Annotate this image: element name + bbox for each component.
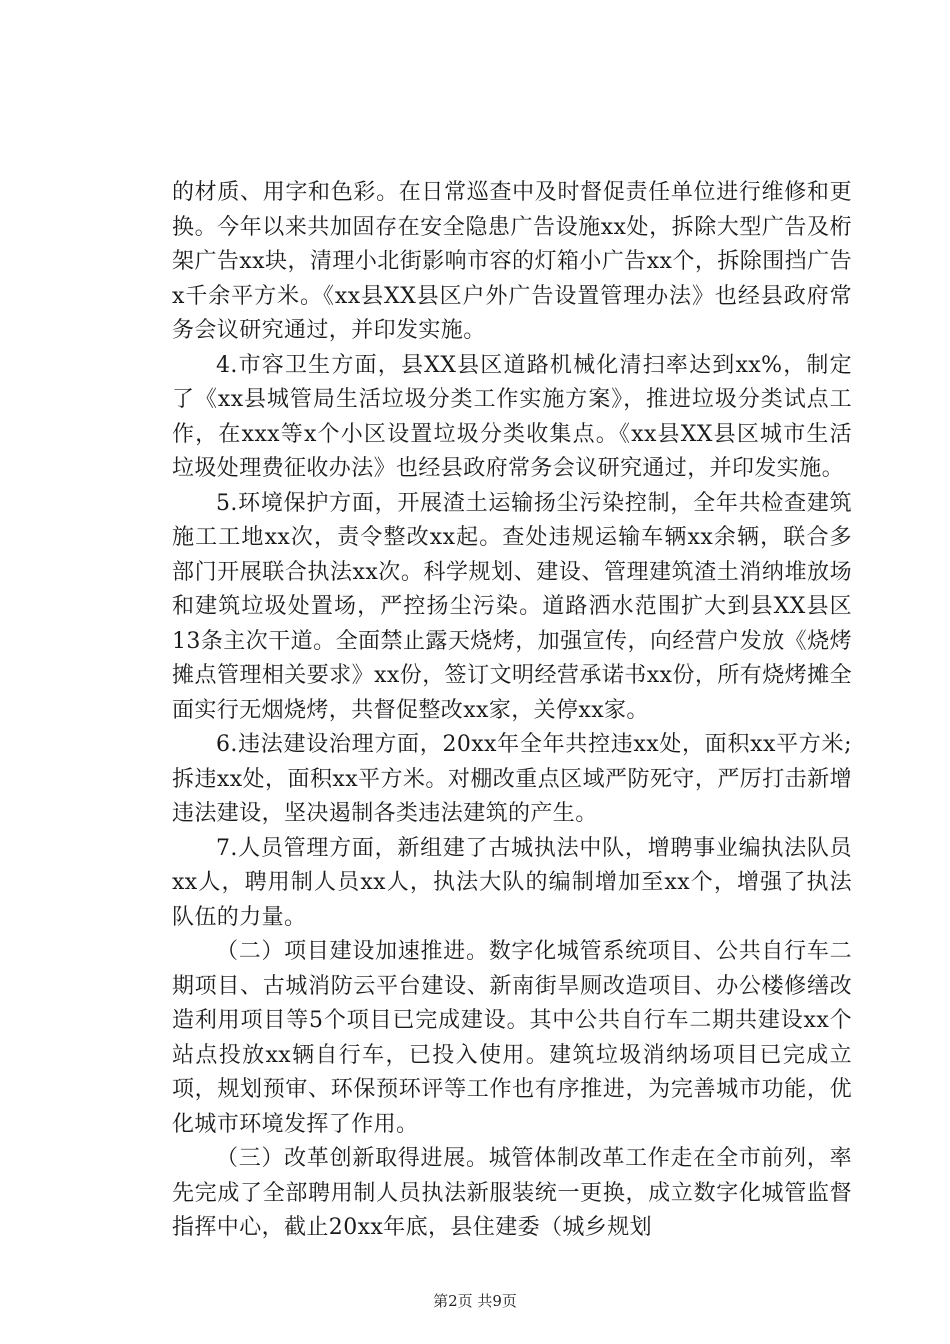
- paragraph-item-5: 5.环境保护方面，开展渣土运输扬尘污染控制，全年共检查建筑施工工地xx次，责令整改xx起。查处违规运输车辆xx余辆，联合多部门开展联合执法xx次。科学规划、建设、管理建筑渣土消纳堆放场和建筑垃圾处置场，严控扬尘污染。道路洒水范围扩大到县XX县区13条主次干道。全面禁止露天烧烤，加强宣传，向经营户发放《烧烤摊点管理相关要求》xx份，签订文明经营承诺书xx份，所有烧烤摊全面实行无烟烧烤，共督促整改xx家，关停xx家。: [172, 490, 852, 723]
- document-body: [172, 176, 852, 1246]
- paragraph-section-2: （二）项目建设加速推进。数字化城管系统项目、公共自行车二期项目、古城消防云平台建设、新南街旱厕改造项目、办公楼修缮改造利用项目等5个项目已完成建设。其中公共自行车二期共建设xx个站点投放xx辆自行车，已投入使用。建筑垃圾消纳场项目已完成立项，规划预审、环保预环评等工作也有序推进，为完善城市功能，优化城市环境发挥了作用。: [172, 939, 852, 1137]
- paragraph-item-4: 4.市容卫生方面，县XX县区道路机械化清扫率达到xx%，制定了《xx县城管局生活垃圾分类工作实施方案》，推进垃圾分类试点工作，在xxx等x个小区设置垃圾分类收集点。《xx县XX县区城市生活垃圾处理费征收办法》也经县政府常务会议研究通过，并印发实施。: [172, 352, 852, 481]
- paragraph-continuation: 的材质、用字和色彩。在日常巡查中及时督促责任单位进行维修和更换。今年以来共加固存在安全隐患广告设施xx处，拆除大型广告及桁架广告xx块，清理小北街影响市容的灯箱小广告xx个，拆除围挡广告x千余平方米。《xx县XX县区户外广告设置管理办法》也经县政府常务会议研究通过，并印发实施。: [172, 180, 852, 343]
- paragraph-item-7: 7.人员管理方面，新组建了古城执法中队，增聘事业编执法队员xx人，聘用制人员xx人，执法大队的编制增加至xx个，增强了执法队伍的力量。: [172, 835, 852, 930]
- page-number-footer: 第2页 共9页: [433, 1292, 517, 1310]
- paragraph-item-6: 6.违法建设治理方面，20xx年全年共控违xx处，面积xx平方米;拆违xx处，面积xx平方米。对棚改重点区域严防死守，严厉打击新增违法建设，坚决遏制各类违法建筑的产生。: [172, 732, 852, 826]
- paragraph-section-3: （三）改革创新取得进展。城管体制改革工作走在全市前列，率先完成了全部聘用制人员执法新服装统一更换，成立数字化城管监督指挥中心，截止20xx年底，县住建委（城乡规划: [172, 1146, 852, 1240]
